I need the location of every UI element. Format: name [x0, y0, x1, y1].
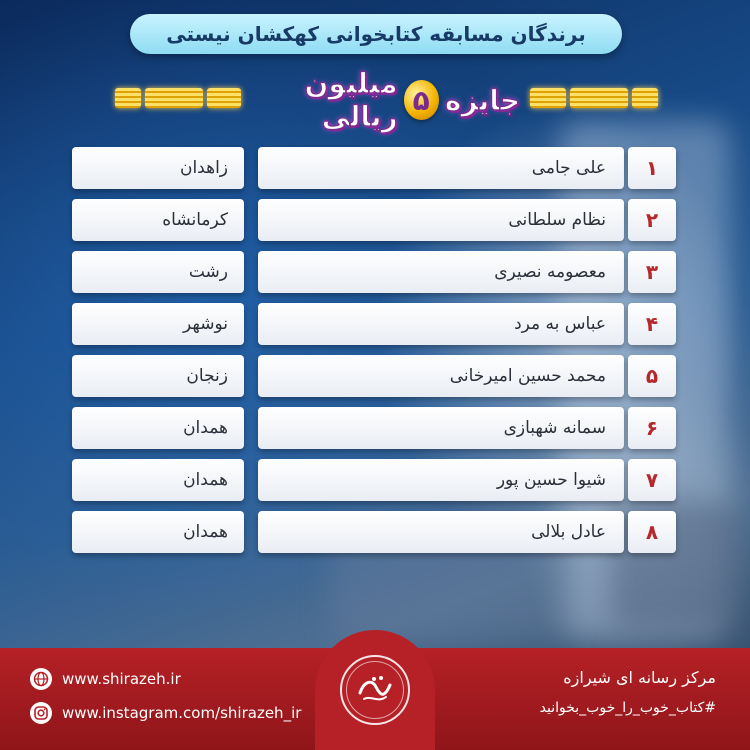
- page-title: برندگان مسابقه کتابخوانی کهکشان نیستی: [166, 22, 586, 46]
- name-cell: محمد حسین امیرخانی: [258, 355, 624, 397]
- calligraphy-logo-icon: [354, 673, 396, 707]
- name-cell: علی جامی: [258, 147, 624, 189]
- coins-decoration-right: [530, 88, 658, 108]
- city-cell: زاهدان: [72, 147, 244, 189]
- coin-stack-icon: [570, 88, 628, 108]
- table-row: [72, 459, 678, 501]
- name-cell: سمانه شهبازی: [258, 407, 624, 449]
- website-link[interactable]: [30, 668, 181, 690]
- rank-cell: ۱: [628, 147, 676, 189]
- name-cell: عباس به مرد: [258, 303, 624, 345]
- name-cell: نظام سلطانی: [258, 199, 624, 241]
- table-row: [72, 355, 678, 397]
- website-url: www.shirazeh.ir: [62, 670, 181, 688]
- prize-label: جایزه: [444, 83, 520, 117]
- coin-stack-icon: [632, 88, 658, 108]
- instagram-url: www.instagram.com/shirazeh_ir: [62, 704, 302, 722]
- globe-icon: [30, 668, 52, 690]
- table-row: [72, 147, 678, 189]
- shirazeh-logo: [340, 655, 410, 725]
- rank-cell: ۲: [628, 199, 676, 241]
- table-row: [72, 251, 678, 293]
- name-cell: معصومه نصیری: [258, 251, 624, 293]
- organization-name: مرکز رسانه ای شیرازه: [563, 668, 716, 687]
- table-row: [72, 511, 678, 553]
- table-row: [72, 303, 678, 345]
- table-row: [72, 407, 678, 449]
- coin-stack-icon: [145, 88, 203, 108]
- city-cell: همدان: [72, 407, 244, 449]
- city-cell: رشت: [72, 251, 244, 293]
- prize-unit: میلیون ریالی: [304, 67, 398, 133]
- city-cell: نوشهر: [72, 303, 244, 345]
- prize-amount-badge: ۵: [404, 80, 439, 120]
- coin-stack-icon: [530, 88, 566, 108]
- name-cell: شیوا حسین پور: [258, 459, 624, 501]
- city-cell: همدان: [72, 511, 244, 553]
- city-cell: زنجان: [72, 355, 244, 397]
- prize-heading: [240, 67, 520, 133]
- title-banner: [130, 14, 622, 54]
- city-cell: همدان: [72, 459, 244, 501]
- rank-cell: ۶: [628, 407, 676, 449]
- name-cell: عادل بلالی: [258, 511, 624, 553]
- table-row: [72, 199, 678, 241]
- coin-stack-icon: [115, 88, 141, 108]
- rank-cell: ۸: [628, 511, 676, 553]
- rank-cell: ۴: [628, 303, 676, 345]
- logo-inner-ring: [346, 661, 404, 719]
- hashtag-text: #کتاب_خوب_را_خوب_بخوانید: [539, 700, 716, 716]
- rank-cell: ۵: [628, 355, 676, 397]
- instagram-icon: [30, 702, 52, 724]
- city-cell: کرمانشاه: [72, 199, 244, 241]
- coin-stack-icon: [207, 88, 241, 108]
- rank-cell: ۷: [628, 459, 676, 501]
- rank-cell: ۳: [628, 251, 676, 293]
- coins-decoration-left: [115, 88, 241, 108]
- instagram-link[interactable]: [30, 702, 301, 724]
